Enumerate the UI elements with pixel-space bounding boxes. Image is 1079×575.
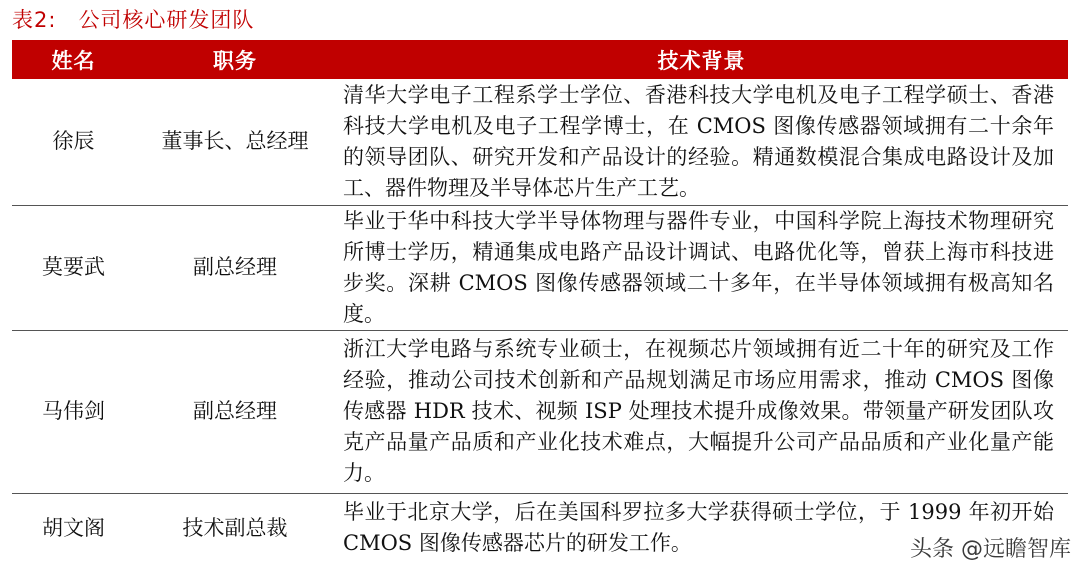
table-caption [12, 4, 254, 34]
header-title: 职务 [135, 40, 335, 79]
caption-title: 公司核心研发团队 [78, 8, 255, 32]
member-name: 莫要武 [42, 255, 105, 279]
member-background: 毕业于北京大学，后在美国科罗拉多大学获得硕士学位，于 1999 年初开始 CMOS 图像传感器芯片的研发工作。 [343, 500, 1054, 556]
member-name: 徐辰 [52, 129, 95, 154]
member-name: 马伟剑 [42, 399, 105, 423]
member-title: 技术副总裁 [182, 515, 288, 540]
member-title: 董事长、总经理 [161, 129, 309, 154]
table-row [12, 205, 1068, 330]
header-name: 姓名 [12, 40, 135, 79]
member-background: 浙江大学电路与系统专业硕士，在视频芯片领域拥有近二十年的研究及工作经验，推动公司技术创新和产品规划满足市场应用需求，推动 CMOS 图像传感器 HDR 技术、视频 ISP 处理技术提升成像效果。带领量产研发团队攻克产品量产品质和产业化技术难点，大幅提升公司产品品质和产业化量产能力。 [343, 337, 1054, 485]
watermark: 头条 @远瞻智库 [910, 537, 1071, 562]
table-row [12, 330, 1068, 493]
caption-label: 表2: [12, 8, 57, 32]
member-title: 副总经理 [193, 255, 277, 279]
team-table [12, 40, 1068, 563]
member-background: 清华大学电子工程系学士学位、香港科技大学电机及电子工程学硕士、香港科技大学电机及电子工程学博士，在 CMOS 图像传感器领域拥有二十余年的领导团队、研究开发和产品设计的经验。精通数模混合集成电路设计及加工、器件物理及半导体芯片生产工艺。 [343, 82, 1054, 200]
member-title: 副总经理 [193, 399, 277, 423]
header-background: 技术背景 [335, 40, 1068, 79]
table-row [12, 79, 1068, 205]
member-name: 胡文阁 [42, 515, 105, 540]
table-header-row [12, 40, 1068, 79]
member-background: 毕业于华中科技大学半导体物理与器件专业，中国科学院上海技术物理研究所博士学历，精通集成电路产品设计调试、电路优化等，曾获上海市科技进步奖。深耕 CMOS 图像传感器领域二十多年，在半导体领域拥有极高知名度。 [343, 208, 1054, 326]
